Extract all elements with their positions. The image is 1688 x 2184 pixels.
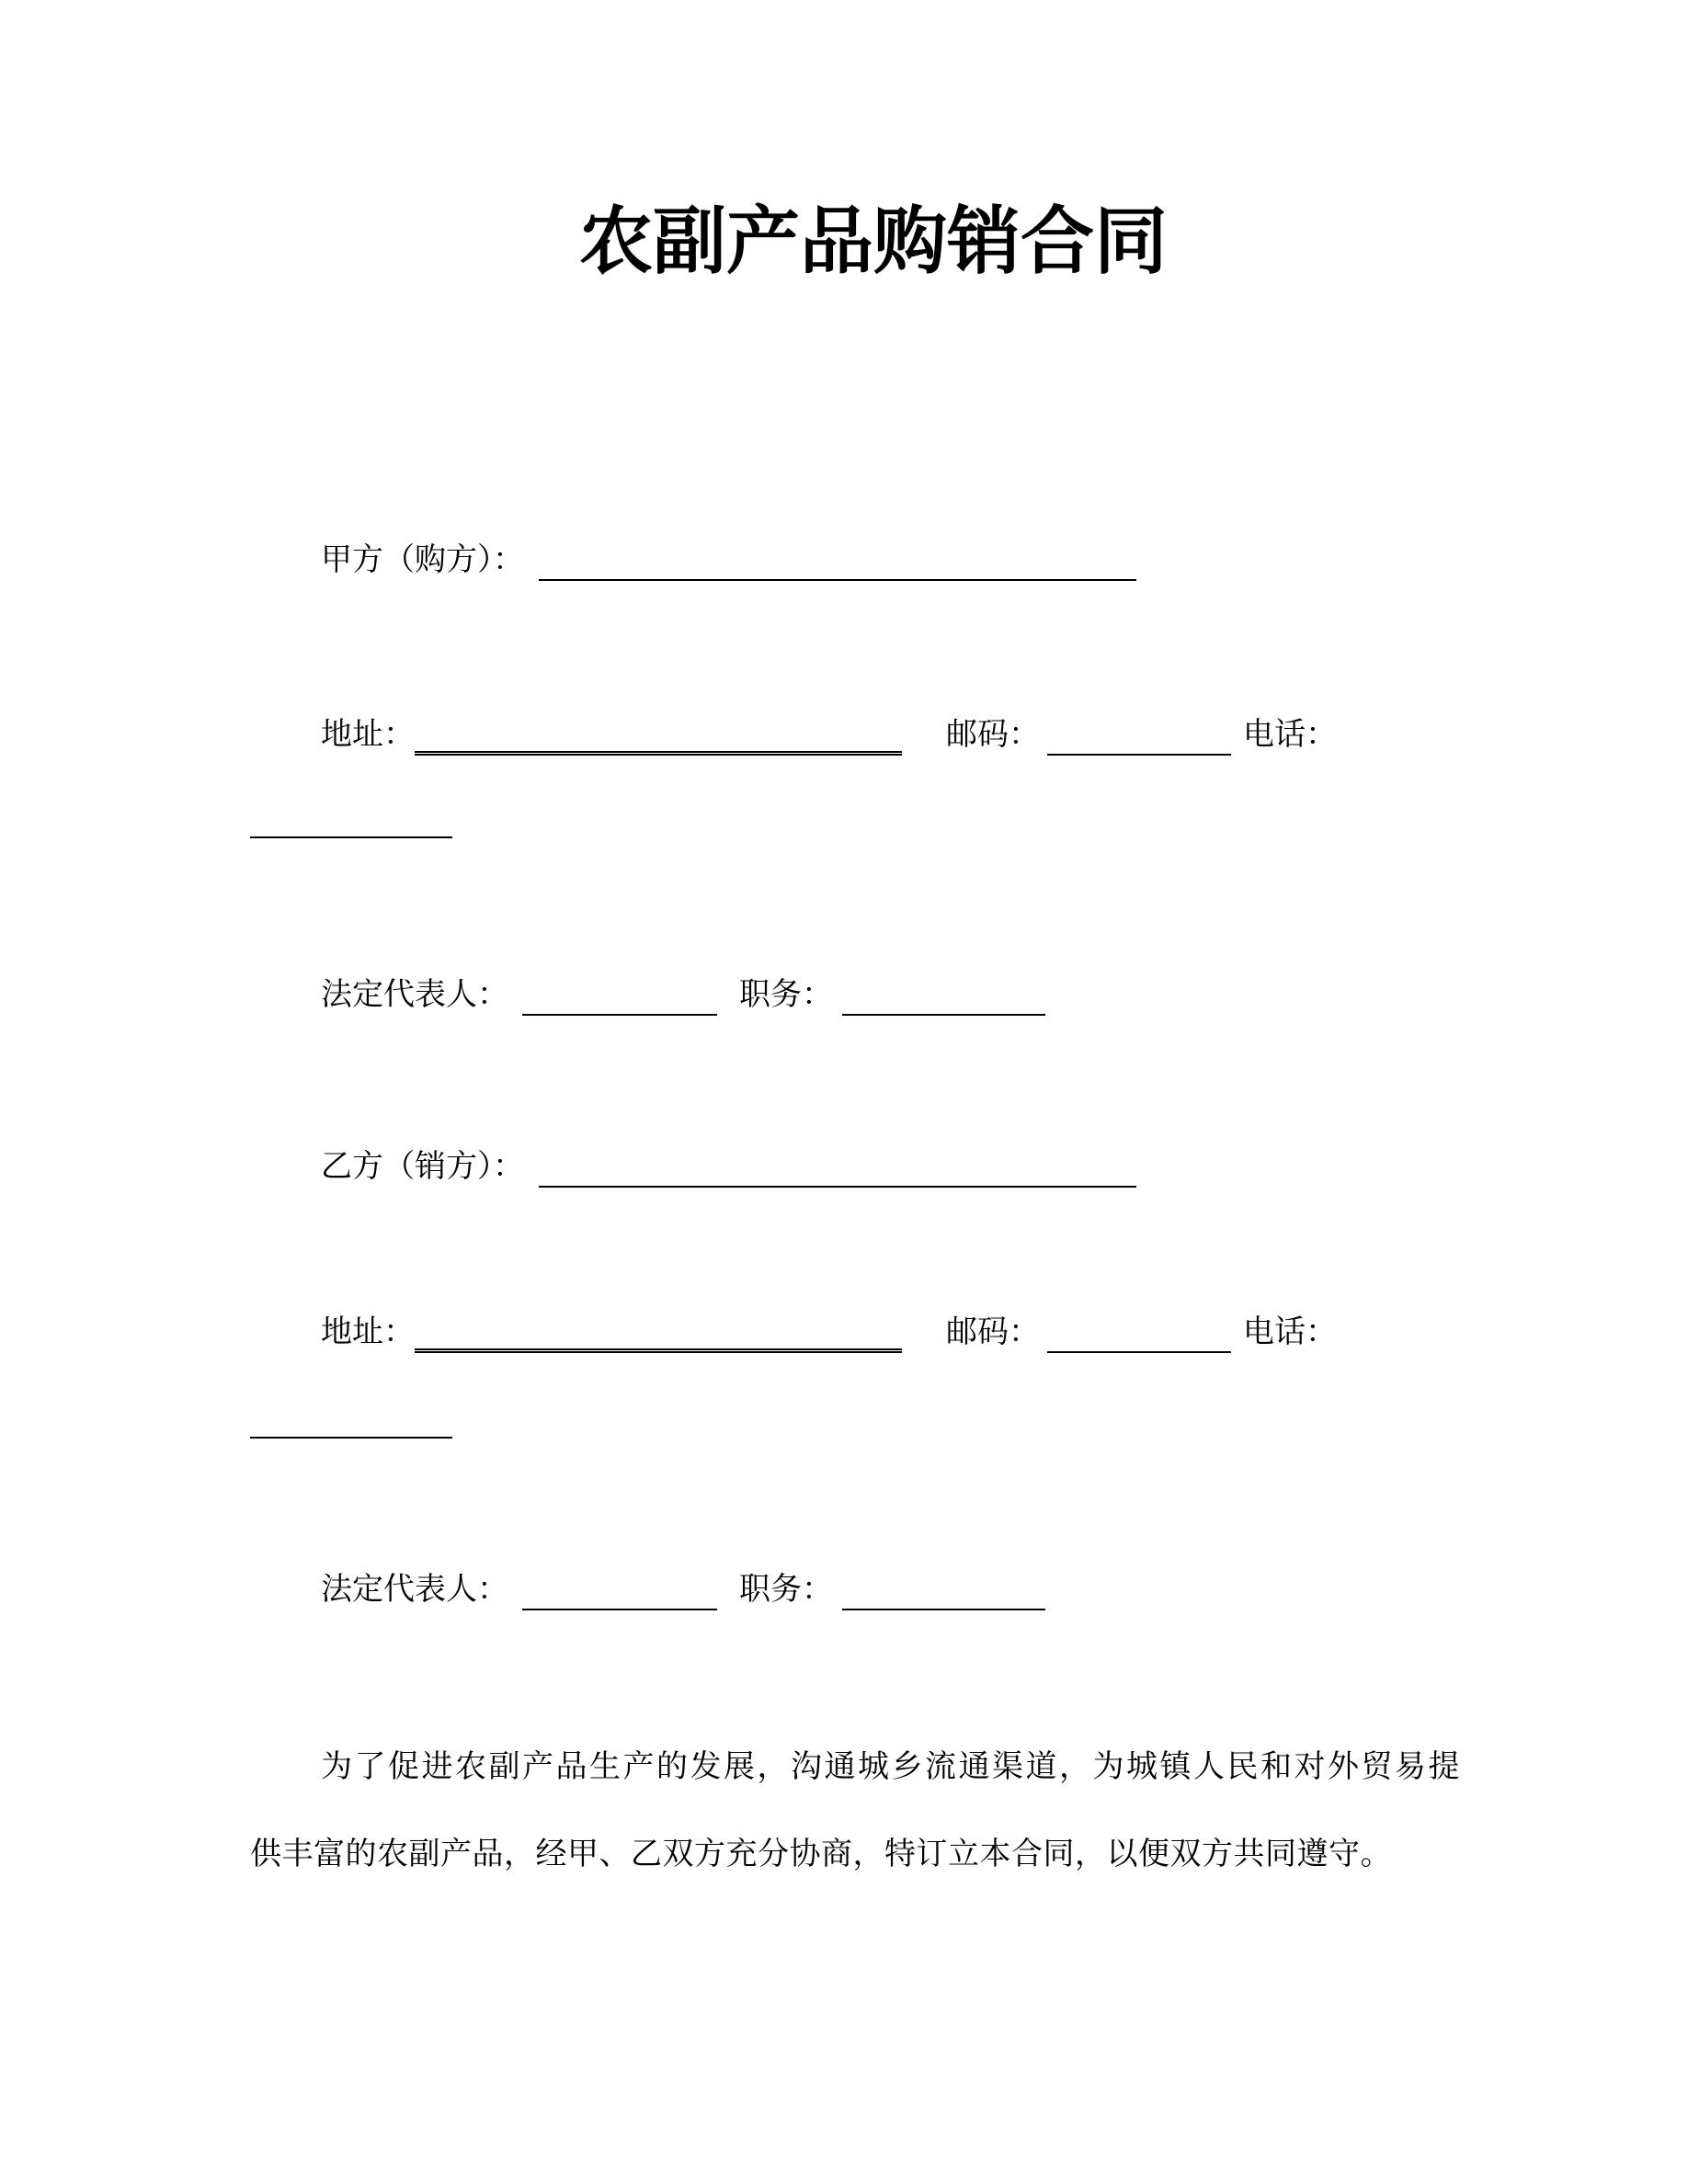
postcode-a-label: 邮码：: [946, 718, 1040, 752]
position-b-blank[interactable]: [842, 1569, 1045, 1610]
phone-b-blank[interactable]: [250, 1397, 452, 1439]
address-b-label: 地址：: [321, 1315, 415, 1349]
phone-b-label: 电话：: [1243, 1315, 1337, 1349]
postcode-b-label: 邮码：: [946, 1315, 1040, 1349]
phone-a-cont-row: [250, 797, 1473, 838]
legal-rep-b-label: 法定代表人：: [321, 1573, 508, 1607]
party-a-blank[interactable]: [539, 540, 1136, 581]
phone-a-label: 电话：: [1243, 718, 1337, 752]
party-b-label: 乙方（销方）：: [321, 1150, 524, 1184]
legal-rep-a-label: 法定代表人：: [321, 978, 508, 1012]
address-a-blank[interactable]: [415, 714, 902, 756]
phone-a-blank[interactable]: [250, 797, 452, 838]
postcode-b-blank[interactable]: [1047, 1312, 1231, 1353]
intro-paragraph: [250, 1723, 1464, 1898]
position-b-label: 职务：: [739, 1573, 833, 1607]
position-a-label: 职务：: [739, 978, 833, 1012]
legal-rep-b-blank[interactable]: [522, 1569, 717, 1610]
address-b-blank[interactable]: [415, 1312, 902, 1353]
legal-rep-a-row: [250, 974, 1473, 1016]
intro-line-1: 为了促进农副产品生产的发展，沟通城乡流通渠道，为城镇人民和对外贸易提: [321, 1750, 1462, 1784]
party-b-row: [250, 1146, 1473, 1188]
legal-rep-a-blank[interactable]: [522, 974, 717, 1016]
postcode-a-blank[interactable]: [1047, 714, 1231, 756]
legal-rep-b-row: [250, 1569, 1473, 1610]
party-a-row: [250, 540, 1473, 581]
address-b-row: [250, 1312, 1473, 1353]
position-a-blank[interactable]: [842, 974, 1045, 1016]
address-a-row: [250, 714, 1473, 756]
party-b-blank[interactable]: [539, 1146, 1136, 1188]
party-a-label: 甲方（购方）：: [321, 543, 524, 577]
address-a-label: 地址：: [321, 718, 415, 752]
page-title: 农副产品购销合同: [579, 200, 1168, 282]
phone-b-cont-row: [250, 1397, 1473, 1439]
intro-line-2: 供丰富的农副产品，经甲、乙双方充分协商，特订立本合同，以便双方共同遵守。: [250, 1837, 1392, 1871]
